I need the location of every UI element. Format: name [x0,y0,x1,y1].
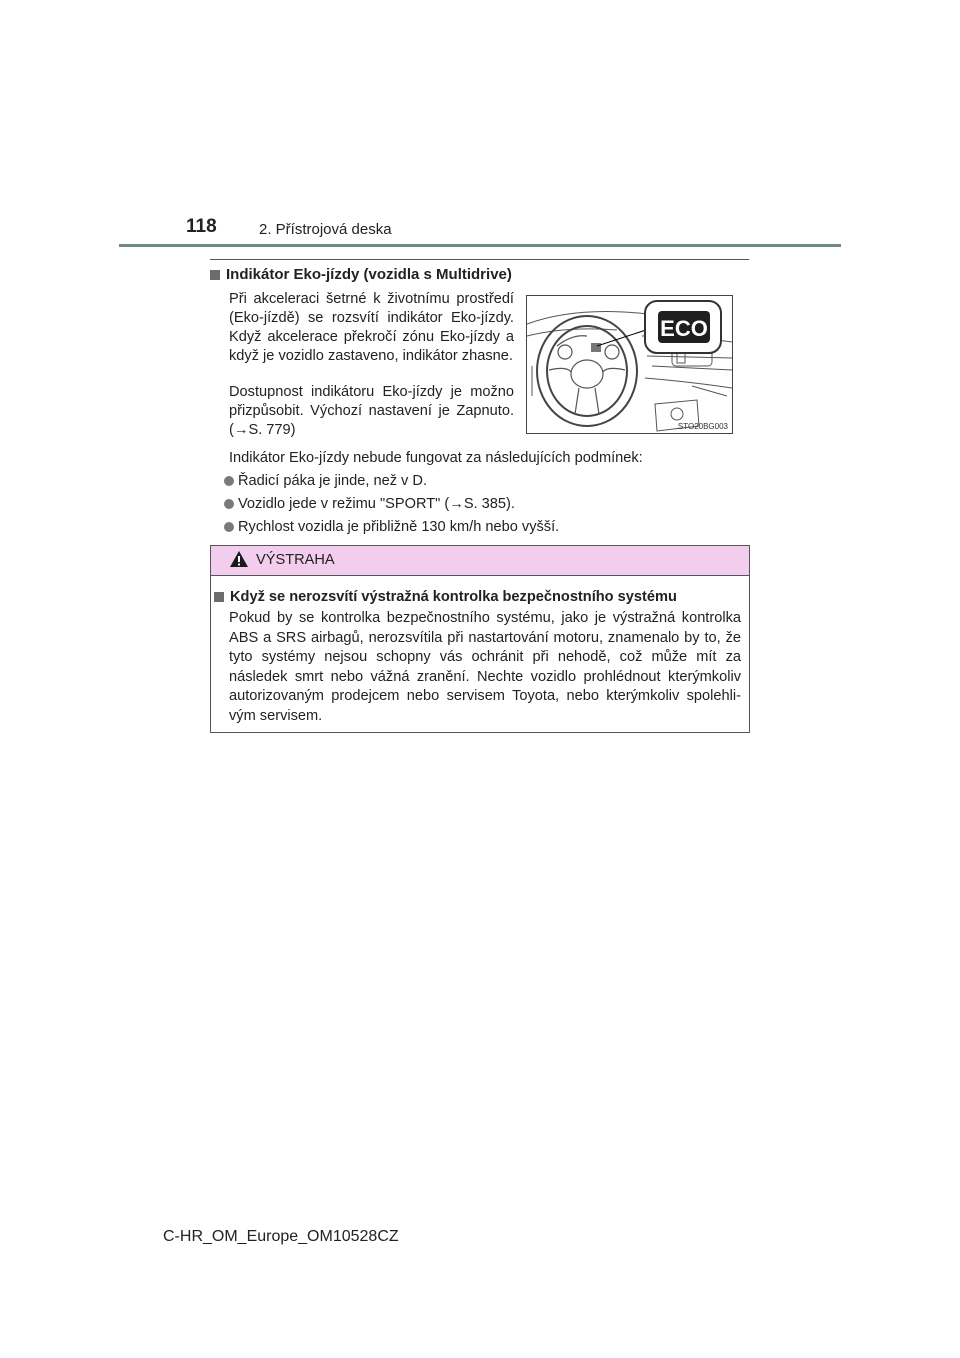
list-item [224,496,515,512]
dashboard-illustration [527,296,732,433]
list-item [224,473,427,489]
bullet-dot-icon [224,476,234,486]
list-item-text: Vozidlo jede v režimu "SPORT" (→S. 385). [238,496,515,512]
warning-title: VÝSTRAHA [256,552,335,568]
dashboard-figure [526,295,733,434]
section-title: 2. Přístrojová deska [259,221,392,238]
list-item [224,519,559,535]
sub-rule [210,259,749,260]
footer-doc-code: C-HR_OM_Europe_OM10528CZ [163,1228,399,1245]
figure-code: STO20BG003 [677,422,728,431]
eco-paragraph-2: Dostupnost indikátoru Eko-jízdy je možno přizpůsobit. Výchozí nastavení je Zapnuto. (→S. 779) [229,384,514,438]
warning-heading [214,589,677,605]
list-item-text: Rychlost vozidla je přibližně 130 km/h nebo vyšší. [238,519,560,535]
header-rule [119,244,841,247]
bullet-dot-icon [224,499,234,509]
eco-paragraph-1: Při akceleraci šetrné k životnímu prostředí (Eko-jízdě) se rozsvítí indikátor Eko-jízdy. Když akcelerace překročí zónu Eko-jízdy a když je vozidlo zastaveno, indikátor zhasne. [229,291,514,364]
warning-box [210,545,750,733]
warning-heading-text: Když se nerozsvítí výstražná kontrolka bezpečnostního systému [230,589,677,605]
list-item-text: Řadicí páka je jinde, než v D. [238,473,428,489]
bullet-dot-icon [224,522,234,532]
square-bullet-icon [214,592,224,602]
eco-badge-text: ECO [660,316,708,341]
eco-heading [210,266,512,283]
warning-body: Pokud by se kontrolka bezpečnostního systému, jako je výstražná kontrolka ABS a SRS airbagů, nerozsvítila při nastartování motoru, znamenalo by to, že tyto systémy nejsou schopny vás ochránit při nehodě, což může mít za následek smrt nebo vážná zranění. Nechte vozidlo prohlédnout kterýmkoliv autorizovaným prodejcem nebo servisem Toyota, nebo kterýmkoliv spolehli-vým servisem. [229,610,741,724]
warning-header [211,546,749,576]
warning-triangle-icon [229,550,249,568]
eco-heading-text: Indikátor Eko-jízdy (vozidla s Multidrive) [226,266,512,283]
conditions-intro: Indikátor Eko-jízdy nebude fungovat za následujících podmínek: [229,450,643,466]
square-bullet-icon [210,270,220,280]
page-number: 118 [186,216,217,237]
